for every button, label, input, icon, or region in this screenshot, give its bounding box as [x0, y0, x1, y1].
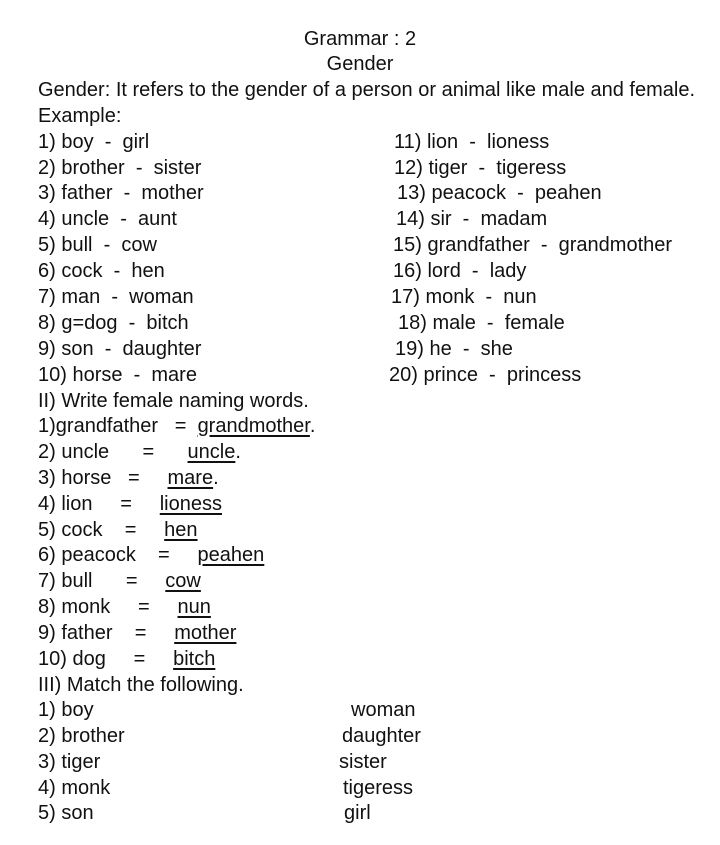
- question-text: 5) cock =: [38, 519, 137, 541]
- question-row: [38, 492, 222, 516]
- pair-right: 16) lord - lady: [393, 260, 527, 282]
- answer-text: uncle: [187, 441, 236, 463]
- answer-text: nun: [177, 596, 211, 618]
- pair-left: 5) bull - cow: [38, 234, 157, 256]
- match-right-item: daughter: [342, 725, 421, 747]
- match-right-item: woman: [351, 699, 416, 721]
- pair-left: 1) boy - girl: [38, 131, 150, 153]
- question-row: [38, 595, 211, 619]
- answer-text: mare: [167, 467, 214, 489]
- question-row: [38, 518, 198, 542]
- answer-suffix: .: [213, 467, 219, 489]
- question-text: 8) monk =: [38, 596, 150, 618]
- pair-left: 2) brother - sister: [38, 157, 202, 179]
- match-left-item: 2) brother: [38, 725, 125, 747]
- page-subtitle: Gender: [326, 53, 394, 75]
- answer-text: grandmother: [197, 415, 310, 437]
- pair-right: 18) male - female: [398, 312, 565, 334]
- question-row: [38, 569, 201, 593]
- section-heading: II) Write female naming words.: [38, 390, 309, 412]
- pair-left: 8) g=dog - bitch: [38, 312, 189, 334]
- pair-right: 13) peacock - peahen: [397, 182, 602, 204]
- pair-left: 4) uncle - aunt: [38, 208, 177, 230]
- question-row: [38, 621, 236, 645]
- match-left-item: 4) monk: [38, 777, 111, 799]
- pair-right: 20) prince - princess: [389, 364, 582, 386]
- section-heading: III) Match the following.: [38, 674, 244, 696]
- answer-suffix: .: [309, 415, 316, 437]
- page-title: Grammar : 2: [303, 28, 417, 50]
- question-text: 1)grandfather =: [38, 415, 187, 437]
- pair-left: 3) father - mother: [38, 182, 204, 204]
- pair-right: 15) grandfather - grandmother: [393, 234, 673, 256]
- question-text: 9) father =: [38, 622, 147, 644]
- pair-left: 7) man - woman: [38, 286, 194, 308]
- answer-text: hen: [164, 519, 198, 541]
- pair-left: 10) horse - mare: [38, 364, 197, 386]
- pair-right: 11) lion - lioness: [394, 131, 550, 153]
- question-text: 2) uncle =: [38, 441, 155, 463]
- question-text: 7) bull =: [38, 570, 138, 592]
- question-row: [38, 440, 241, 464]
- pair-right: 14) sir - madam: [396, 208, 548, 230]
- answer-suffix: .: [235, 441, 241, 463]
- match-left-item: 3) tiger: [38, 751, 101, 773]
- question-text: 6) peacock =: [38, 544, 170, 566]
- question-text: 4) lion =: [38, 493, 132, 515]
- question-row: [38, 414, 315, 438]
- answer-text: cow: [165, 570, 201, 592]
- question-row: [38, 466, 219, 490]
- question-row: [38, 647, 215, 671]
- match-left-item: 1) boy: [38, 699, 94, 721]
- answer-text: lioness: [159, 493, 222, 515]
- answer-text: mother: [174, 622, 237, 644]
- question-row: [38, 543, 264, 567]
- pair-right: 12) tiger - tigeress: [394, 157, 567, 179]
- question-text: 3) horse =: [38, 467, 140, 489]
- answer-text: peahen: [197, 544, 265, 566]
- question-text: 10) dog =: [38, 648, 146, 670]
- example-label: Example:: [38, 105, 122, 127]
- pair-left: 6) cock - hen: [38, 260, 165, 282]
- match-right-item: sister: [339, 751, 387, 773]
- pair-right: 17) monk - nun: [391, 286, 537, 308]
- match-right-item: girl: [344, 802, 371, 824]
- match-right-item: tigeress: [343, 777, 414, 799]
- answer-text: bitch: [173, 648, 216, 670]
- definition-text: Gender: It refers to the gender of a person or animal like male and female.: [38, 79, 696, 101]
- match-left-item: 5) son: [38, 802, 94, 824]
- pair-left: 9) son - daughter: [38, 338, 202, 360]
- pair-right: 19) he - she: [395, 338, 513, 360]
